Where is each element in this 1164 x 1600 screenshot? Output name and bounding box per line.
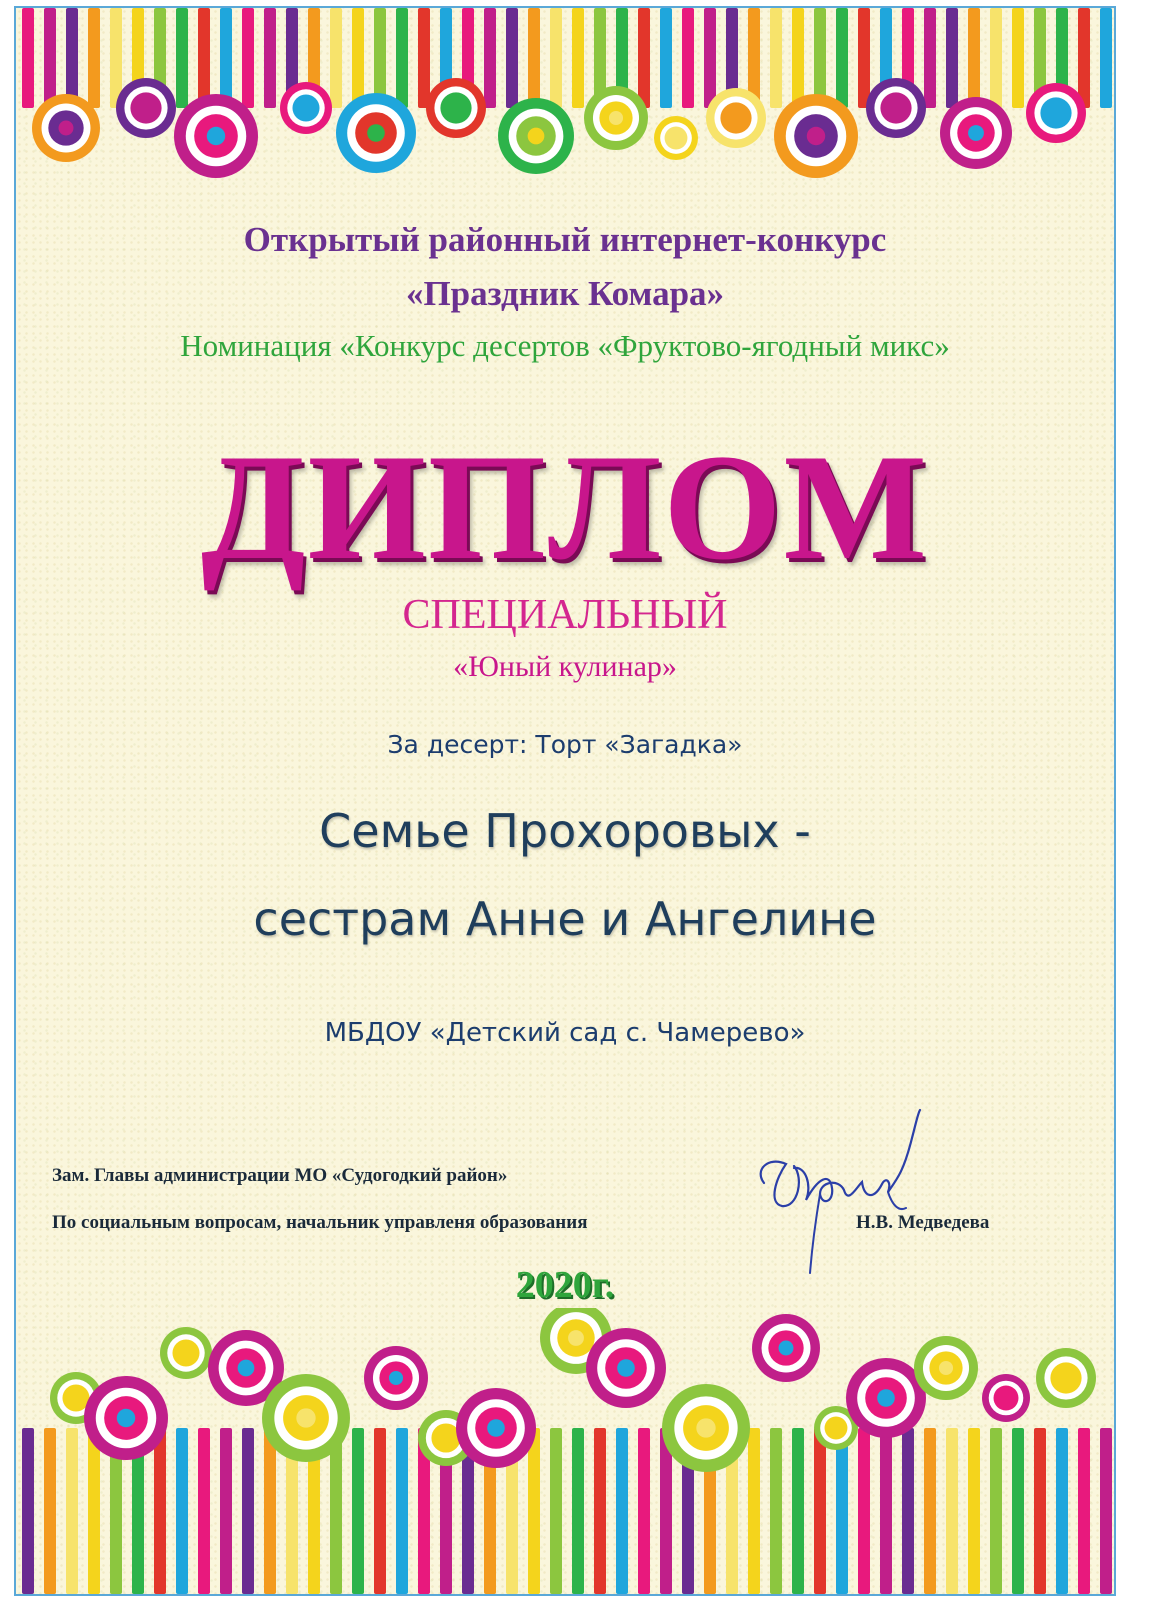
decor-circle-dot <box>877 1389 895 1407</box>
decor-stripe <box>550 8 562 108</box>
decor-stripe <box>946 1428 958 1594</box>
decor-stripe <box>66 8 78 108</box>
decor-stripe <box>1012 8 1024 108</box>
decor-stripe <box>176 1428 188 1594</box>
decor-stripe <box>528 1428 540 1594</box>
decor-stripe <box>1012 1428 1024 1594</box>
decor-stripe <box>858 8 870 108</box>
decor-stripe <box>44 8 56 108</box>
decor-stripe <box>792 8 804 108</box>
decor-stripe <box>374 8 386 108</box>
decor-stripe <box>572 8 584 108</box>
decor-circle-core <box>880 92 911 123</box>
decor-stripe <box>968 1428 980 1594</box>
decor-circle-dot <box>238 1360 255 1377</box>
decor-stripe <box>198 1428 210 1594</box>
decor-stripe <box>88 8 100 108</box>
decor-stripe <box>1034 1428 1046 1594</box>
decor-circle-core <box>130 92 161 123</box>
decor-stripe <box>330 8 342 108</box>
decor-stripe <box>814 8 826 108</box>
decor-stripe <box>880 1428 892 1594</box>
decor-stripe <box>990 8 1002 108</box>
decor-circle-dot <box>968 125 984 141</box>
decor-stripe <box>990 1428 1002 1594</box>
decor-stripe <box>858 1428 870 1594</box>
decor-circle-dot <box>807 127 825 145</box>
dessert-line: За десерт: Торт «Загадка» <box>387 730 743 759</box>
decor-stripe <box>638 1428 650 1594</box>
diploma-heading: ДИПЛОМ <box>201 423 929 591</box>
signer-position-line-2: По социальным вопросам, начальник управленя образования <box>52 1212 588 1233</box>
decor-stripe <box>352 8 364 108</box>
decor-circle-dot <box>609 111 623 125</box>
decor-circle-dot <box>696 1418 715 1437</box>
decor-circle-core <box>1040 97 1071 128</box>
decor-stripe <box>1100 8 1112 108</box>
decor-stripe <box>550 1428 562 1594</box>
decor-circle-dot <box>617 1359 635 1377</box>
diploma-subtitle: «Юный кулинар» <box>453 650 677 683</box>
decor-circle-core <box>825 1417 848 1440</box>
contest-name: «Праздник Комара» <box>405 274 725 313</box>
decor-stripe <box>638 8 650 108</box>
decor-stripe <box>902 1428 914 1594</box>
institution-line: МБДОУ «Детский сад с. Чамерево» <box>324 1018 806 1048</box>
decor-stripe <box>44 1428 56 1594</box>
decor-stripe <box>792 1428 804 1594</box>
decor-stripe <box>396 1428 408 1594</box>
decor-circle-dot <box>528 128 545 145</box>
decor-stripe <box>814 1428 826 1594</box>
decor-stripe <box>1100 1428 1112 1594</box>
decor-stripe <box>374 1428 386 1594</box>
decor-circle-dot <box>207 127 225 145</box>
decor-stripe <box>176 8 188 108</box>
decor-stripe <box>264 1428 276 1594</box>
decor-stripe <box>506 8 518 108</box>
decor-stripe <box>616 1428 628 1594</box>
decor-circle-dot <box>487 1419 505 1437</box>
decor-circle-core <box>1050 1362 1081 1393</box>
decor-stripe <box>836 8 848 108</box>
decor-stripe <box>154 1428 166 1594</box>
bottom-decorative-border <box>16 1308 1114 1594</box>
decor-circle-core <box>994 1386 1019 1411</box>
decor-circle-dot <box>367 124 385 142</box>
decor-stripe <box>572 1428 584 1594</box>
contest-title: Открытый районный интернет-конкурс <box>243 220 887 259</box>
top-decorative-border <box>16 8 1114 208</box>
decor-stripe <box>418 8 430 108</box>
decor-circle-dot <box>939 1361 953 1375</box>
decor-circle-dot <box>389 1371 403 1385</box>
decor-stripe <box>242 8 254 108</box>
decor-stripe <box>22 8 34 108</box>
decor-stripe <box>924 8 936 108</box>
decor-stripe <box>1078 1428 1090 1594</box>
handwritten-signature-icon <box>746 1108 946 1278</box>
signer-position-line-1: Зам. Главы администрации МО «Судогодкий район» <box>52 1165 508 1186</box>
signer-name: Н.В. Медведева <box>856 1212 990 1233</box>
decor-stripe <box>220 8 232 108</box>
decor-stripe <box>594 1428 606 1594</box>
decor-stripe <box>264 8 276 108</box>
decor-stripe <box>22 1428 34 1594</box>
decor-circle-core <box>172 1339 199 1366</box>
decor-stripe <box>396 8 408 108</box>
diploma-sheet <box>14 6 1116 1596</box>
decor-stripe <box>660 8 672 108</box>
recipient-line-2: сестрам Анне и Ангелине <box>253 892 877 946</box>
decor-stripe <box>66 1428 78 1594</box>
decor-stripe <box>220 1428 232 1594</box>
decor-stripe <box>242 1428 254 1594</box>
decor-stripe <box>770 1428 782 1594</box>
decor-stripe <box>748 1428 760 1594</box>
decor-stripe <box>946 8 958 108</box>
decor-stripe <box>528 8 540 108</box>
decor-stripe <box>352 1428 364 1594</box>
decor-stripe <box>968 8 980 108</box>
decor-stripe <box>88 1428 100 1594</box>
decor-stripe <box>1056 1428 1068 1594</box>
year-label: 2020г. <box>515 1264 615 1306</box>
decor-circle-core <box>292 94 319 121</box>
decor-circle-dot <box>59 121 74 136</box>
decor-stripe <box>836 1428 848 1594</box>
decor-stripe <box>770 8 782 108</box>
recipient-line-1: Семье Прохоровых - <box>319 804 811 858</box>
decor-circle-dot <box>568 1330 584 1346</box>
decor-circle-core <box>720 102 751 133</box>
decor-stripe <box>1078 8 1090 108</box>
decor-stripe <box>704 8 716 108</box>
nomination-line: Номинация «Конкурс десертов «Фруктово-ягодный микс» <box>180 328 950 363</box>
decor-circle-dot <box>296 1408 315 1427</box>
decor-circle-core <box>440 92 471 123</box>
decor-circle-dot <box>117 1409 135 1427</box>
decor-stripe <box>682 8 694 108</box>
decor-stripe <box>484 8 496 108</box>
decor-circle-core <box>665 127 688 150</box>
decor-stripe <box>198 8 210 108</box>
diploma-type: СПЕЦИАЛЬНЫЙ <box>402 592 728 638</box>
decor-stripe <box>924 1428 936 1594</box>
decor-circle-dot <box>779 1341 794 1356</box>
